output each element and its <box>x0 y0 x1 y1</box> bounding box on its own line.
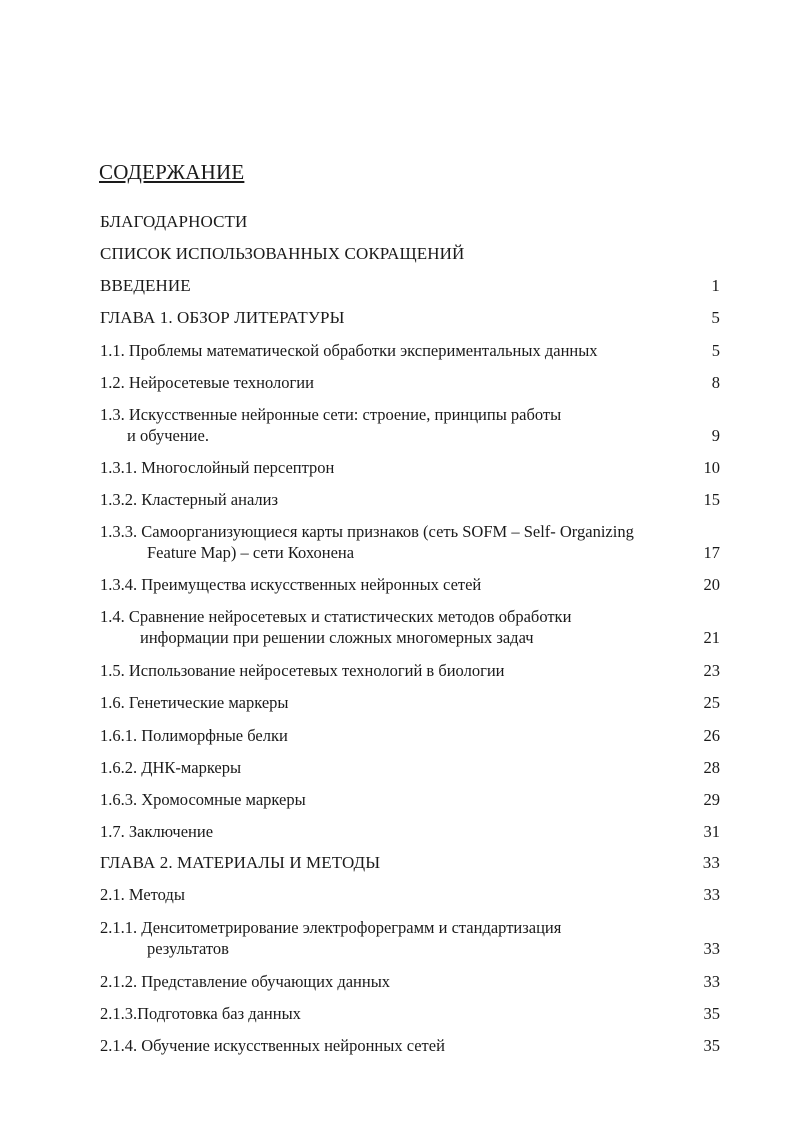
toc-entry-text-continued: информации при решении сложных многомерных задач <box>140 628 534 647</box>
toc-entry-text: 1.3.1. Многослойный персептрон <box>100 458 335 477</box>
toc-entry-text: 1.6.2. ДНК-маркеры <box>100 758 242 777</box>
toc-entry-text: 2.1.4. Обучение искусственных нейронных сетей <box>100 1036 445 1055</box>
toc-entry-text: БЛАГОДАРНОСТИ <box>100 212 248 231</box>
toc-entry-page: 5 <box>711 341 720 360</box>
toc-entry-text: 1.5. Использование нейросетевых технологий в биологии <box>100 661 505 680</box>
toc-entry-page: 17 <box>703 543 720 562</box>
toc-entry-text-continued: результатов <box>147 939 229 958</box>
toc-entry-page: 5 <box>711 308 720 327</box>
toc-entry-page: 10 <box>703 458 720 477</box>
toc-entry-page: 33 <box>703 885 720 904</box>
toc-entry-text: 1.2. Нейросетевые технологии <box>100 373 314 392</box>
toc-entry-page: 25 <box>703 693 720 712</box>
toc-entry-text: 1.3.3. Самоорганизующиеся карты признаков (сеть SOFM – Self- Organizing <box>100 522 634 541</box>
toc-entry-page: 29 <box>703 790 720 809</box>
toc-entry-page: 21 <box>703 628 720 647</box>
toc-entry-page: 9 <box>711 426 720 445</box>
toc-entry-text: 1.4. Сравнение нейросетевых и статистических методов обработки <box>100 607 572 626</box>
toc-entry-page: 35 <box>703 1036 720 1055</box>
toc-entry-text: ВВЕДЕНИЕ <box>100 276 191 295</box>
toc-entry-page: 15 <box>703 490 720 509</box>
toc-entry-text: 1.3.4. Преимущества искусственных нейронных сетей <box>100 575 482 594</box>
toc-entry-text: 2.1.3.Подготовка баз данных <box>100 1004 301 1023</box>
toc-entry-text: 2.1.2. Представление обучающих данных <box>100 972 391 991</box>
toc-entry-page: 33 <box>703 939 720 958</box>
toc-entry-page: 26 <box>703 726 720 745</box>
toc-entry-text: 2.1.1. Денситометрирование электрофореграмм и стандартизация <box>100 918 562 937</box>
toc-entry-page: 33 <box>702 853 720 872</box>
toc-entry-page: 31 <box>703 822 720 841</box>
toc-entry-page: 28 <box>703 758 720 777</box>
toc-entry-text: ГЛАВА 1. ОБЗОР ЛИТЕРАТУРЫ <box>100 308 345 327</box>
toc-entry-text: 1.7. Заключение <box>100 822 214 841</box>
toc-entry-text-continued: Feature Map) – сети Кохонена <box>147 543 355 562</box>
toc-entry-page: 23 <box>703 661 720 680</box>
toc-entry-text: 1.6.1. Полиморфные белки <box>100 726 288 745</box>
toc-entry-text: 1.6. Генетические маркеры <box>100 693 289 712</box>
toc-entry-page: 20 <box>703 575 720 594</box>
toc-entry-text: 1.6.3. Хромосомные маркеры <box>100 790 306 809</box>
toc-entry-text: 1.3. Искусственные нейронные сети: строение, принципы работы <box>100 405 562 424</box>
toc-entry-text: СПИСОК ИСПОЛЬЗОВАННЫХ СОКРАЩЕНИЙ <box>100 244 465 263</box>
toc-entry-page: 8 <box>711 373 720 392</box>
toc-entry-text: 2.1. Методы <box>100 885 185 904</box>
toc-entry-text: 1.1. Проблемы математической обработки экспериментальных данных <box>100 341 598 360</box>
toc-entry-page: 35 <box>703 1004 720 1023</box>
toc-entry-page: 1 <box>711 276 720 295</box>
toc-entry-text: 1.3.2. Кластерный анализ <box>100 490 278 509</box>
toc-title: СОДЕРЖАНИЕ <box>99 160 245 184</box>
toc-entry-text: ГЛАВА 2. МАТЕРИАЛЫ И МЕТОДЫ <box>100 853 381 872</box>
toc-entry-page: 33 <box>703 972 720 991</box>
toc-entry-text-continued: и обучение. <box>127 426 209 445</box>
